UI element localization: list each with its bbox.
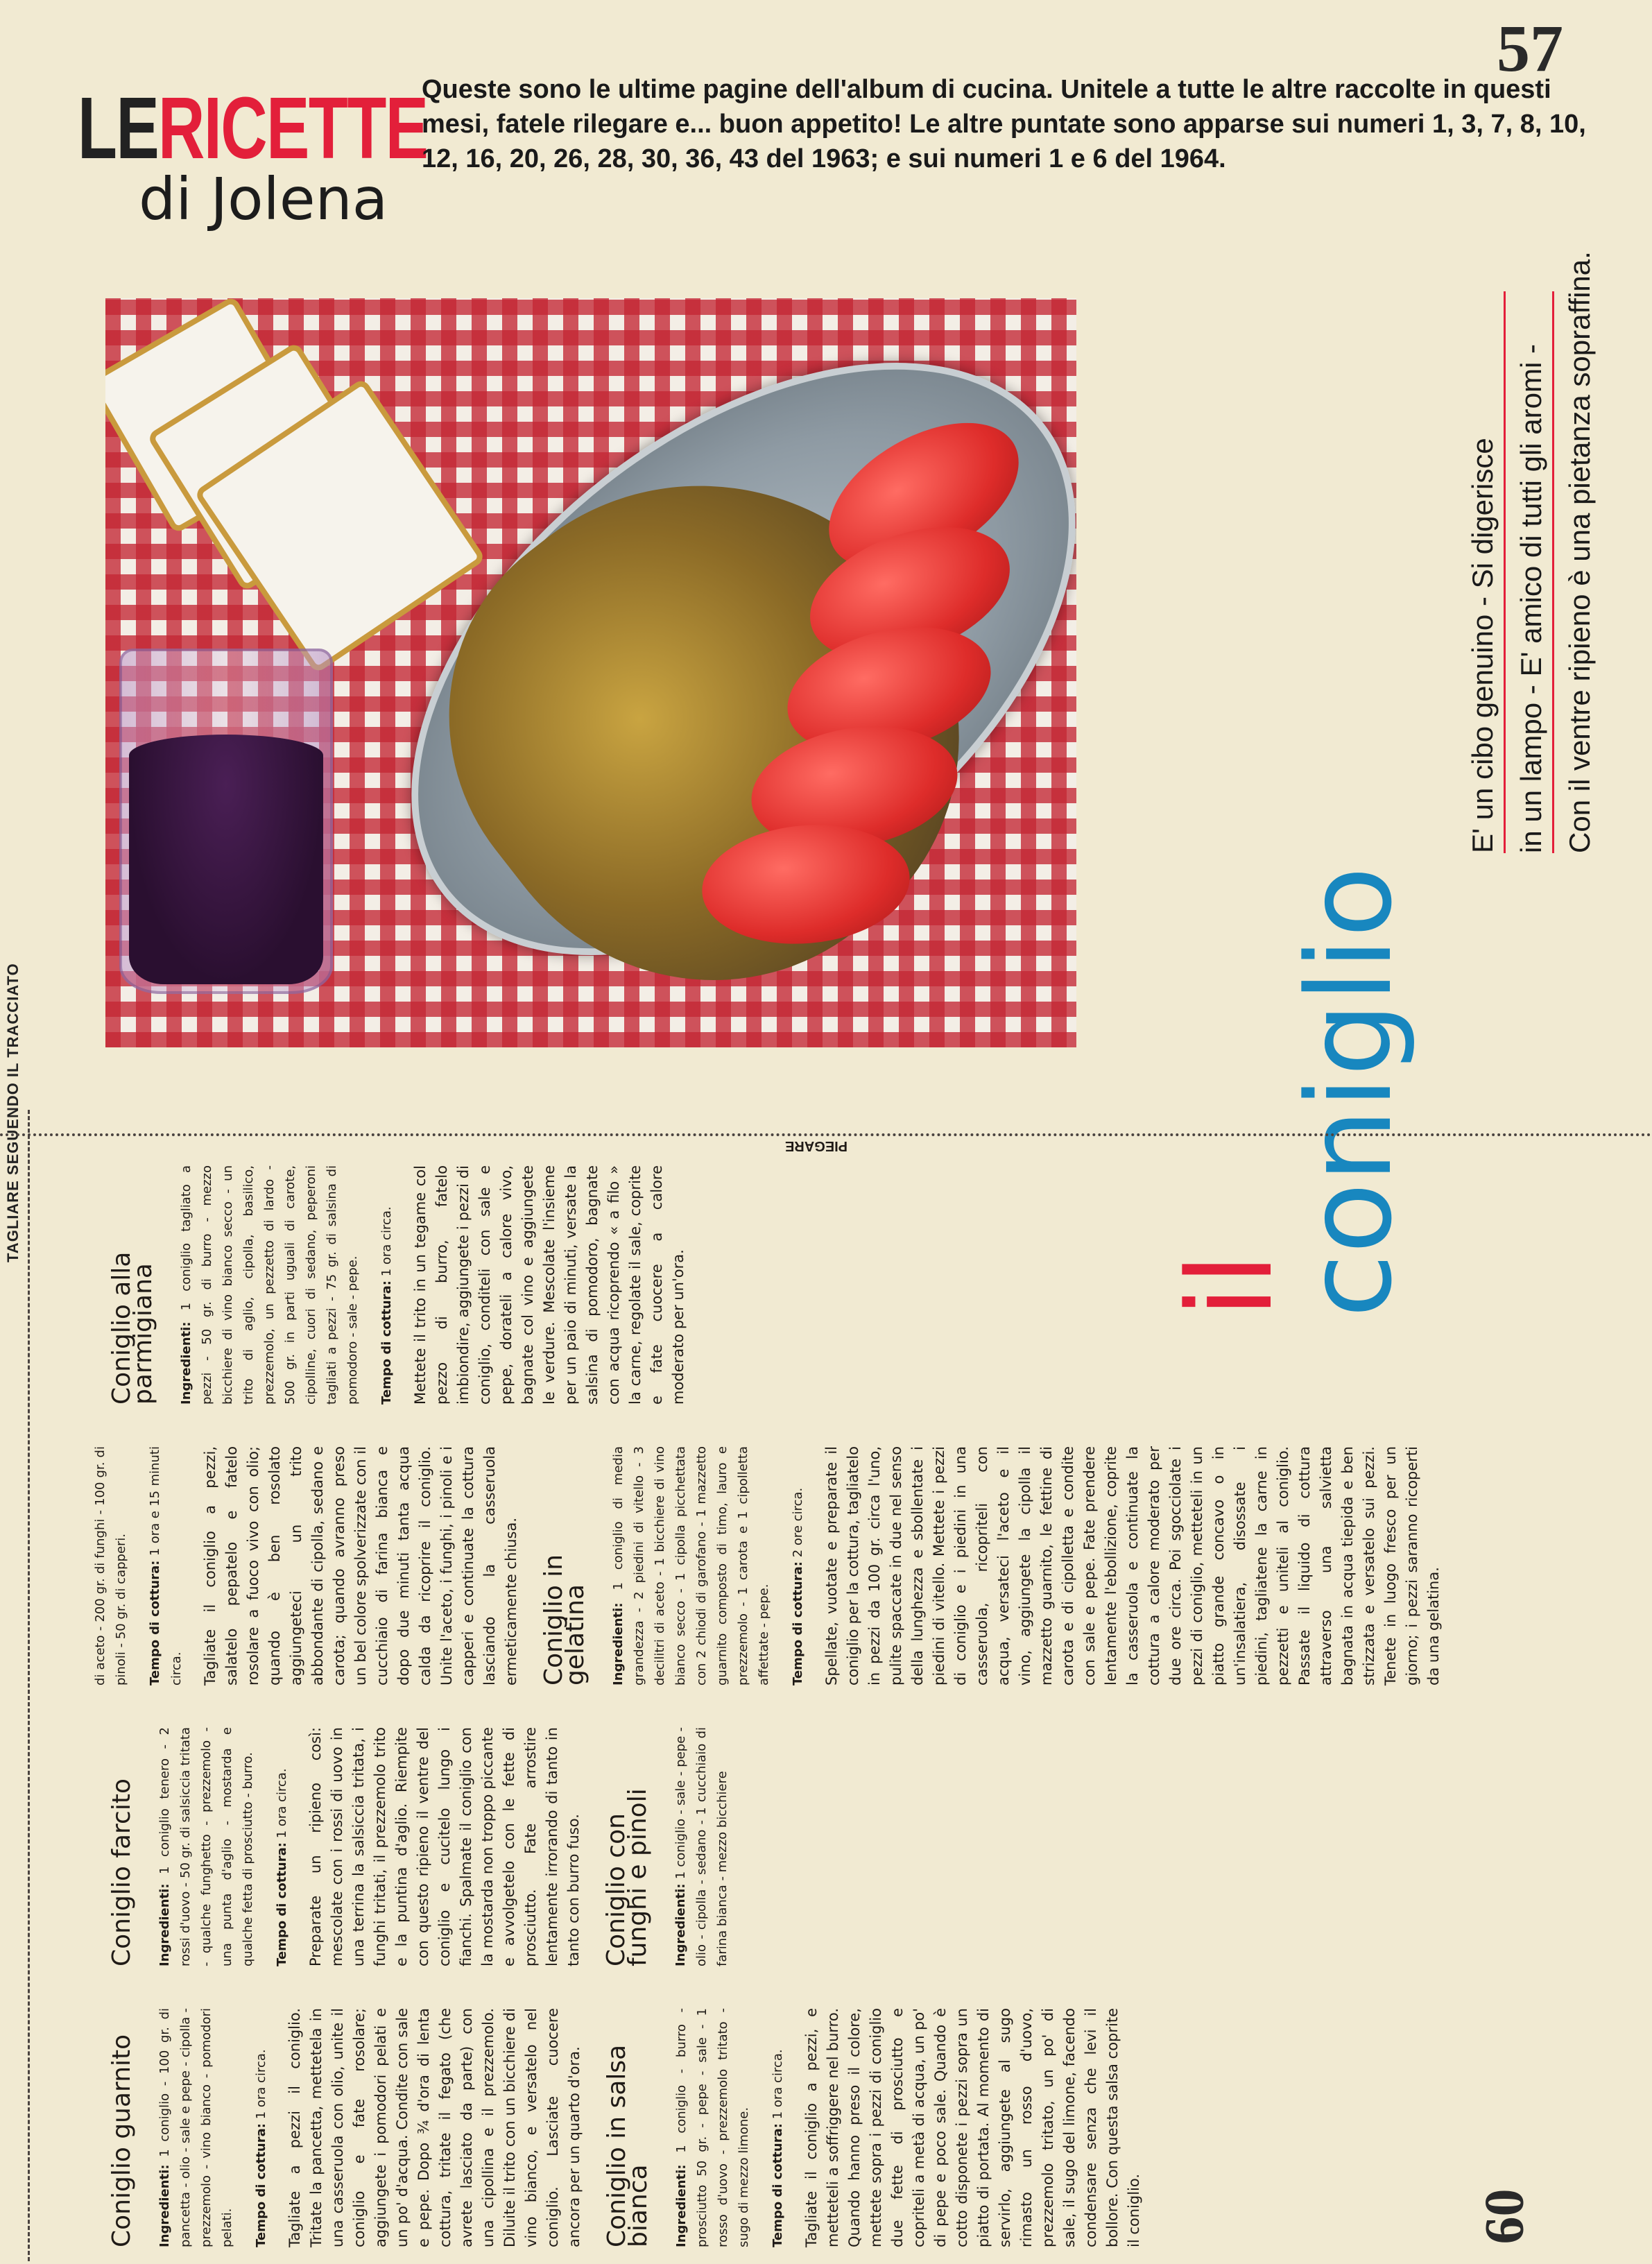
recipe-body: Mettete il trito in un tegame col pezzo di burro, fatelo imbiondire, aggiungete i pezzi di coniglio, conditeli con sale e pepe, dorateli a calore vivo, bagnate col vino e aggiungete le verdure. Mescolate l'insieme per un paio di minuti, versate la salsina di pomodoro, bagnate con acqua ricoprendo « a filo » la carne, regolate il sale, coprite e fate cuocere a calore moderato per un'ora.	[412, 1165, 687, 1405]
tagline-rule-2	[1552, 291, 1554, 853]
recipe-title: Coniglio in gelatina	[540, 1554, 590, 1686]
tagline-rule-1	[1504, 291, 1506, 853]
recipe-column-1	[90, 2008, 1581, 2247]
ingredients-label: Ingredienti:	[157, 2164, 172, 2247]
page-number-top: 57	[1497, 11, 1563, 85]
logo-ricette: RICETTE	[158, 79, 428, 177]
page-number-bottom: 60	[1474, 2188, 1535, 2245]
time-label: Tempo di cottura:	[379, 1280, 394, 1405]
time-label: Tempo di cottura:	[148, 1560, 162, 1686]
recipe-title: Coniglio farcito	[107, 1778, 136, 1966]
recipe-column-3	[90, 1446, 1581, 1686]
recipe-body: Tagliate il coniglio a pezzi, salatelo pepatelo e fatelo rosolare a fuoco vivo con olio; quando è ben rosolato aggiungeteci un trito abbondante di cipolla, sedano e carota; quando avranno preso un bel colore spolverizzate con il cucchiaio di farina bianca e dopo due minuti tanta acqua calda da ricoprire il coniglio. Unite l'aceto, i funghi, i pinoli e i capperi e continuate la cottura lasciando la casseruola ermeticamente chiusa.	[202, 1446, 519, 1686]
recipe-column-4	[90, 1165, 1581, 1405]
recipe-body: Spellate, vuotate e preparate il coniglio per la cottura, tagliatelo in pezzi da 100 gr. circa l'uno, pulite spaccate in due nel senso della lunghezza e sbollentate i piedini di vitello. Mettete i pezzi di coniglio e i piedini in una casseruola, ricopriteli con acqua, versateci l'aceto e il vino, aggiungete la cipolla il mazzetto guarnito, le fettine di carota e di cipolletta e condite con sale e pepe. Fate prendere lentamente l'ebollizione, coprite la casseruola e continuate la cottura a calore moderato per due ore circa. Poi sgocciolate i pezzi di coniglio, metteteli in un piatto grande concavo o in un'insalatiera, disossate i piedini, tagliatene la carne in pezzetti e uniteli al coniglio. Passate il liquido di cottura attraverso una salvietta bagnata in acqua tiepida e ben strizzata e versatelo sui pezzi. Tenete in luogo fresco per un giorno; i pezzi saranno ricoperti da una gelatina.	[823, 1446, 1442, 1686]
time-text: 2 ore circa.	[791, 1487, 805, 1558]
recipe-body: Preparate un ripieno così: mescolate con i rossi di uovo in una terrina la salsiccia tritata, i funghi tritati, il prezzemolo trito e la puntina d'aglio. Riempite con questo ripieno il ventre del coniglio e cucitelo lungo i fianchi. Spalmate il coniglio con la mostarda non troppo piccante e avvolgetelo con le fette di prosciutto. Fate arrostire lentamente irrorando di tanto in tanto con burro fuso.	[307, 1727, 582, 1966]
intro-text: Queste sono le ultime pagine dell'album di cucina. Unitele a tutte le altre raccolte in questi mesi, fatele rilegare e... buon appetito! Le altre puntate sono apparse sui numeri 1, 3, 7, 8, 10, 12, 16, 20, 26, 28, 30, 36, 43 del 1963; e sui numeri 1 e 6 del 1964.	[422, 75, 1586, 173]
recipe-title: Coniglio guarnito	[107, 2034, 136, 2247]
ingredients-text: 1 coniglio tagliato a pezzi - 50 gr. di burro - mezzo bicchiere di vino bianco secco - un trito di aglio, cipolla, basilico, prezzemolo, un pezzetto di lardo - 500 gr. in parti uguali di carote, cipolline, cuori di sedano, peperoni tagliati a pezzi - 75 gr. di salsina di pomodoro - sale - pepe.	[179, 1165, 360, 1405]
ingredients-label: Ingredienti:	[674, 2164, 689, 2247]
recipe-body: Tagliate il coniglio a pezzi, e metteteli a soffriggere nel burro. Quando hanno preso il colore, mettete sopra i pezzi di coniglio due fette di prosciutto e copriteli a metà di acqua, un po' di pepe e poco sale. Quando è cotto disponete i pezzi sopra un piatto di portata. Al momento di servirlo, aggiungete al sugo rimasto un rosso d'uovo, prezzemolo tritato, un po' di sale, il sugo del limone, facendo condensare senza che levi il bollore. Con questa salsa coprite il coniglio.	[803, 2008, 1142, 2247]
red-wine	[129, 735, 323, 984]
cut-line	[28, 1110, 30, 2261]
ingredients-continuation: di aceto - 200 gr. di funghi - 100 gr. di pinoli - 50 gr. di capperi.	[93, 1446, 128, 1686]
logo-le: LE	[78, 79, 159, 177]
time-label: Tempo di cottura:	[771, 2123, 785, 2247]
ingredients-label: Ingredienti:	[179, 1321, 193, 1405]
ingredients-text: 1 coniglio - burro - prosciutto 50 gr. - pepe - sale - 1 rosso d'uovo - prezzemolo tritato - sugo di mezzo limone.	[674, 2008, 751, 2247]
recipe-body: Tagliate a pezzi il coniglio. Tritate la pancetta, mettetela in una casseruola con olio, unite il coniglio e fate rosolare; aggiungete i pomodori pelati e un po' d'acqua. Condite con sale e pepe. Dopo ¾ d'ora di lenta cottura, tritate il fegato (che avrete lasciato da parte) con una cipollina e il prezzemolo. Diluite il trito con un bicchiere di vino bianco, e versatelo nel coniglio. Lasciate cuocere ancora per un quarto d'ora.	[286, 2008, 583, 2247]
feature-title	[1117, 451, 1418, 1318]
recipe-title: Coniglio alla parmigiana	[107, 1251, 157, 1405]
ingredients-text: 1 coniglio tenero - 2 rossi d'uovo - 50 gr. di salsiccia tritata - qualche funghetto - prezzemolo - una punta d'aglio - mostarda e qualche fetta di prosciutto - burro.	[157, 1727, 255, 1966]
time-label: Tempo di cottura:	[791, 1561, 805, 1686]
cut-line-label: TAGLIARE SEGUENDO IL TRACCIATO	[4, 963, 21, 1262]
time-text: 1 ora circa.	[254, 2049, 268, 2120]
wine-glass	[119, 649, 333, 994]
time-text: 1 ora circa.	[771, 2049, 785, 2120]
ingredients-text: 1 coniglio - 100 gr. di pancetta - olio - sale e pepe - cipolla - prezzemolo - vino bianco - pomodori pelati.	[157, 2008, 234, 2247]
time-label: Tempo di cottura:	[275, 1842, 289, 1966]
tagline-3: Con il ventre ripieno è una pietanza sopraffina.	[1563, 251, 1596, 853]
title-il: il	[1162, 1253, 1298, 1318]
ingredients-label: Ingredienti:	[611, 1602, 626, 1686]
tagline-2: in un lampo - E' amico di tutti gli aromi -	[1515, 344, 1547, 853]
fold-line	[0, 1133, 1652, 1136]
ingredients-label: Ingredienti:	[673, 1883, 688, 1966]
title-coniglio: coniglio	[1282, 866, 1418, 1318]
recipe-title: Coniglio con funghi e pinoli	[602, 1788, 652, 1966]
recipes-section	[90, 1165, 1581, 2247]
time-label: Tempo di cottura:	[254, 2123, 268, 2247]
ingredients-label: Ingredienti:	[157, 1883, 172, 1966]
ingredients-text: 1 coniglio - sale - pepe - olio - cipolla - sedano - 1 cucchiaio di farina bianca - mezzo bicchiere	[673, 1727, 730, 1966]
tagline-1: E' un cibo genuino - Si digerisce	[1466, 438, 1499, 853]
ingredients-text: 1 coniglio di media grandezza - 2 piedini di vitello - 3 decilitri di aceto - 1 bicchiere di vino bianco secco - 1 cipolla picchettata con 2 chiodi di garofano - 1 mazzetto guarnito composto di timo, lauro e prezzemolo - 1 carota e 1 cipolletta affettate - pepe.	[611, 1446, 771, 1686]
recipe-column-2	[90, 1727, 1581, 1966]
logo-di-jolena: di Jolena	[139, 165, 388, 233]
time-text: 1 ora e 15 minuti circa.	[148, 1446, 184, 1686]
fold-label: PIEGARE	[785, 1138, 848, 1154]
recipe-title: Coniglio in salsa bianca	[603, 2044, 653, 2247]
food-photo	[105, 298, 1076, 1047]
time-text: 1 ora circa.	[275, 1768, 289, 1839]
time-text: 1 ora circa.	[379, 1206, 394, 1277]
